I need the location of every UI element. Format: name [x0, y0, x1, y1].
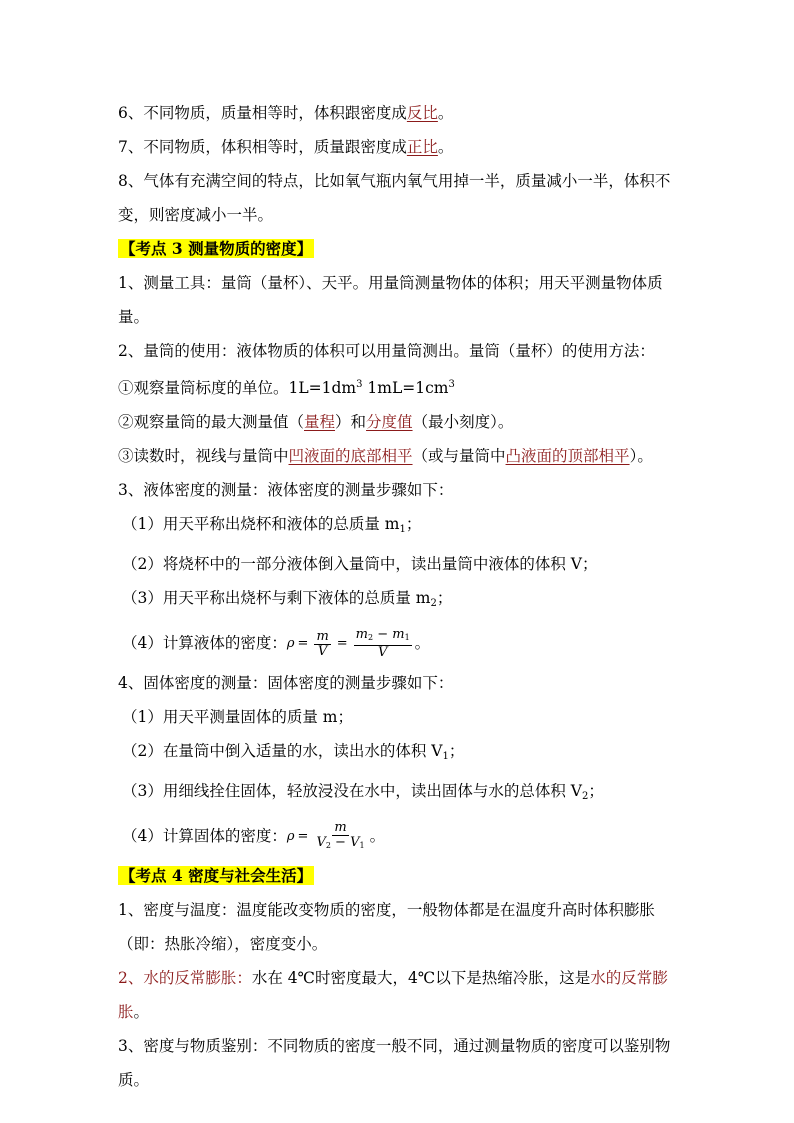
s4-water-anomaly: 2、水的反常膨胀：水在 4℃时密度最大，4℃以下是热缩冷胀，这是水的反常膨胀。	[118, 969, 668, 1021]
solid-step-1: （1）用天平测量固体的质量 m；	[122, 708, 353, 726]
s3-step-units: ①观察量筒标度的单位。$1L=1dm^3$ $1mL=1cm^3$	[118, 379, 455, 397]
answer-inverse: 反比	[406, 104, 438, 122]
answer-direct: 正比	[406, 138, 438, 156]
item-7: 7、不同物质，体积相等时，质量跟密度成正比。	[118, 138, 454, 156]
item-6: 6、不同物质，质量相等时，体积跟密度成反比。	[118, 104, 454, 122]
liquid-step-4: （4）计算液体的密度： ρ = $\frac{m}{V}$ = $\frac{m2 - m1}{V}$ 。	[118, 621, 678, 666]
section-heading-3: 【考点 3 测量物质的密度】	[120, 239, 313, 258]
item-8: 8、气体有充满空间的特点，比如氧气瓶内氧气用掉一半，质量减小一半，体积不变，则密度减小一半。	[118, 172, 671, 224]
s3-solid-density: 4、固体密度的测量：固体密度的测量步骤如下：	[118, 674, 454, 692]
s3-tools: 1、测量工具：量筒（量杯）、天平。用量筒测量物体的体积；用天平测量物体质量。	[118, 274, 663, 326]
section-heading-4: 【考点 4 密度与社会生活】	[120, 866, 313, 885]
answer-division: 分度值	[366, 413, 413, 431]
solid-step-2: （2）在量筒中倒入适量的水，读出水的体积 $V_1$；	[122, 742, 465, 762]
s3-liquid-density: 3、液体密度的测量：液体密度的测量步骤如下：	[118, 481, 454, 499]
s3-step-reading: ③读数时，视线与量筒中凹液面的底部相平（或与量筒中凸液面的顶部相平）。	[118, 447, 653, 465]
answer-range: 量程	[304, 413, 336, 431]
liquid-step-3: （3）用天平称出烧杯与剩下液体的总质量 $m_2$；	[122, 589, 453, 609]
solid-step-4: （4）计算固体的密度： ρ = $\frac{m}{V2 - V1}$ 。	[118, 814, 678, 859]
document-page	[118, 96, 678, 1097]
s4-temperature: 1、密度与温度：温度能改变物质的密度，一般物体都是在温度升高时体积膨胀（即：热胀冷缩），密度变小。	[118, 901, 655, 953]
solid-step-3: （3）用细线拴住固体，轻放浸没在水中，读出固体与水的总体积 $V_2$；	[122, 782, 604, 802]
solid-density-formula: ρ = $\frac{m}{V2 - V1}$	[286, 820, 365, 850]
answer-convex: 凸液面的顶部相平	[505, 447, 630, 465]
liquid-density-formula: ρ = $\frac{m}{V}$ = $\frac{m2 - m1}{V}$	[286, 627, 410, 660]
liquid-step-2: （2）将烧杯中的一部分液体倒入量筒中，读出量筒中液体的体积 V；	[122, 555, 598, 573]
s4-identification: 3、密度与物质鉴别：不同物质的密度一般不同，通过测量物质的密度可以鉴别物质。	[118, 1037, 671, 1089]
liquid-step-1: （1）用天平称出烧杯和液体的总质量 $m_1$；	[122, 515, 422, 535]
answer-concave: 凹液面的底部相平	[288, 447, 413, 465]
s3-step-range: ②观察量筒的最大测量值（量程）和分度值（最小刻度）。	[118, 413, 514, 431]
s3-cylinder-usage: 2、量筒的使用：液体物质的体积可以用量筒测出。量筒（量杯）的使用方法：	[118, 342, 655, 360]
